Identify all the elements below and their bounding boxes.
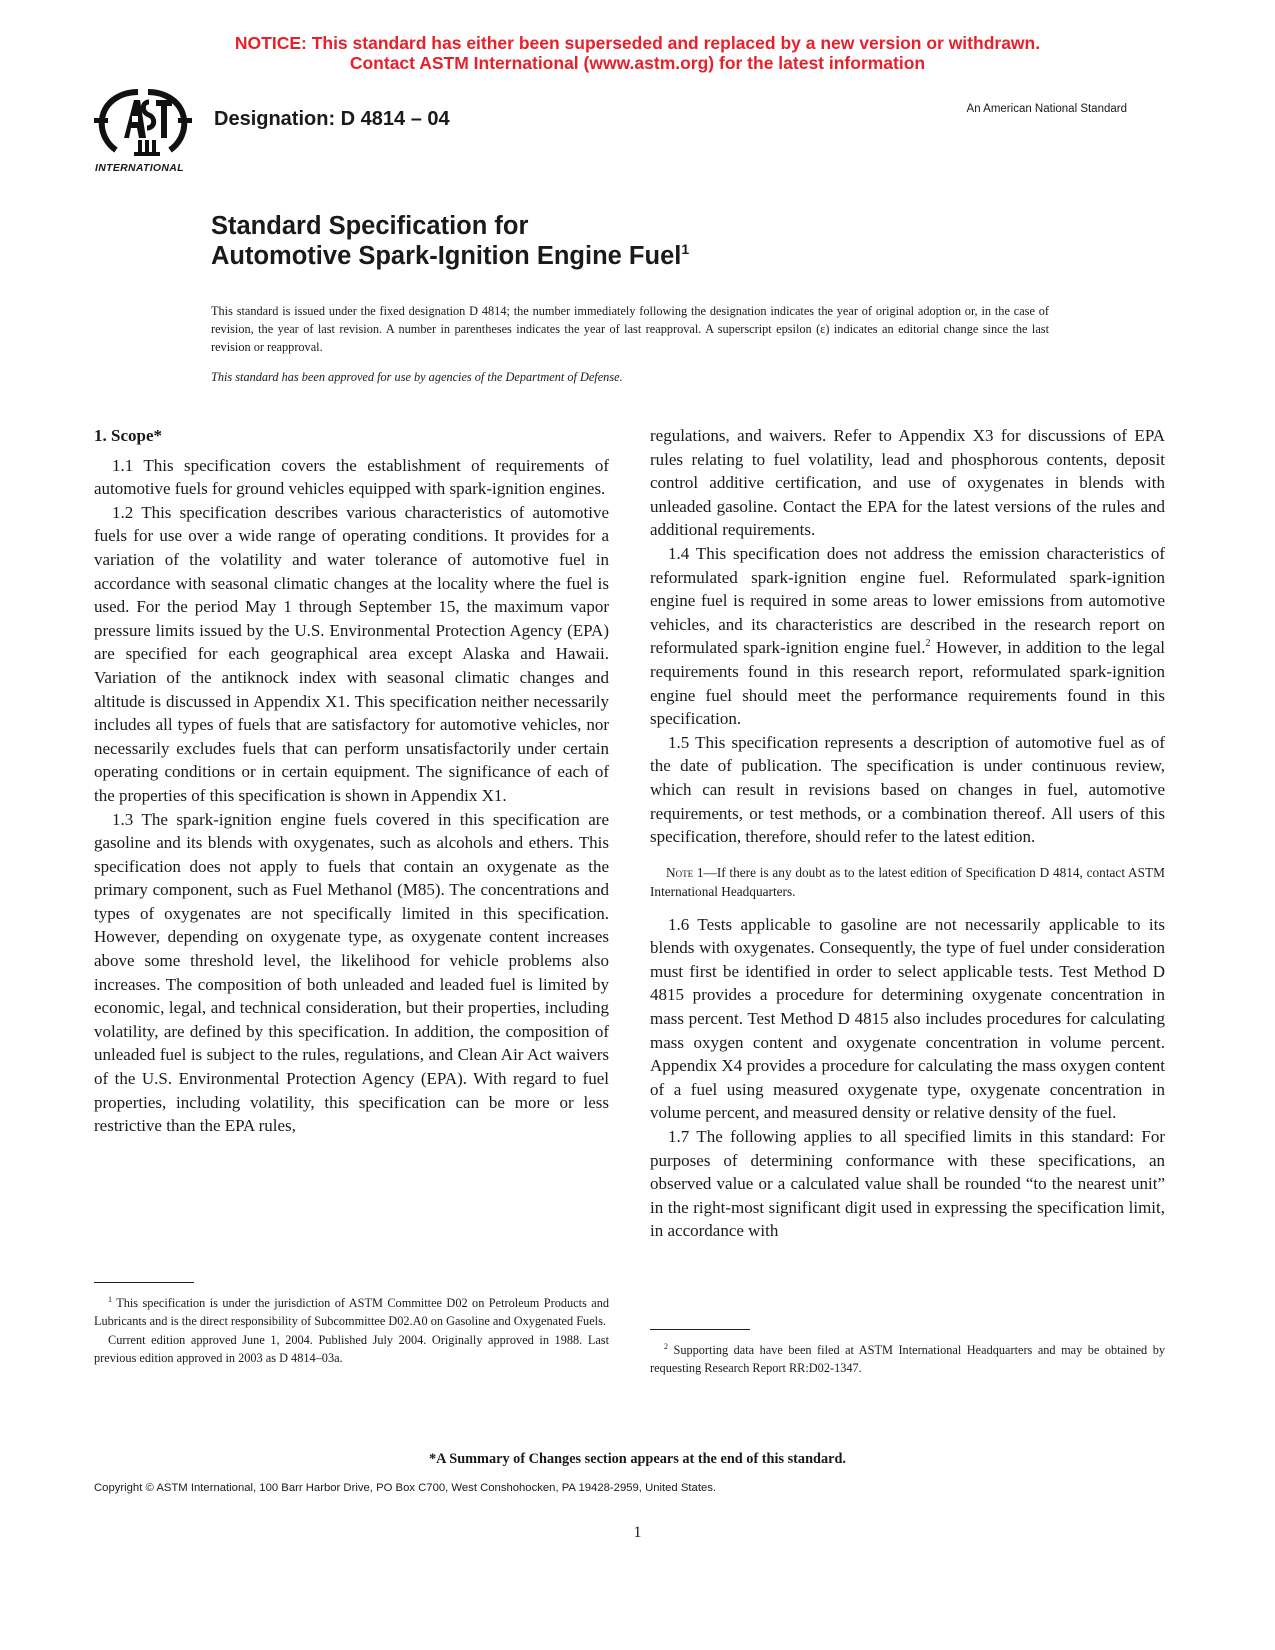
paragraph-1-4-text-b: However, in addition to the legal requirements found in this research report, reformulated spark-ignition engine fuel should meet the performance requirements found in this specification.	[650, 638, 1165, 729]
note-1-label: Note	[666, 864, 694, 880]
paragraph-1-6: 1.6 Tests applicable to gasoline are not necessarily applicable to its blends with oxygenates. Consequently, the type of fuel under consideration must first be identified in order to select applicable tests. Test Method D 4815 provides a procedure for determining oxygenate concentration in mass percent. Test Method D 4815 also includes procedures for calculating mass oxygen content and oxygenate concentration in volume percent. Appendix X4 provides a procedure for calculating the mass oxygen content of a fuel using measured oxygenate type, oxygenate concentration in volume percent, and measured density or relative density of the fuel.	[650, 914, 1165, 1123]
issuance-statement: This standard is issued under the fixed designation D 4814; the number immediately following the designation indicates the year of original adoption or, in the case of revision, the year of last revision. A number in parentheses indicates the year of last reapproval. A superscript epsilon (ε) indicates an editorial change since the last revision or reapproval.	[211, 304, 1049, 354]
footnote-2	[650, 1342, 1165, 1377]
astm-logo-mark-icon	[94, 88, 192, 164]
paragraph-1-3-continued: regulations, and waivers. Refer to Appendix X3 for discussions of EPA rules relating to fuel volatility, lead and phosphorous contents, deposit control additive certification, and use of oxygenates in blends with unleaded gasoline. Contact the EPA for the latest versions of the rules and additional requirements.	[650, 426, 1165, 540]
withdrawal-notice	[0, 33, 1275, 73]
footnote-1-edition: Current edition approved June 1, 2004. Published July 2004. Originally approved in 1988. Last previous edition approved in 2003 as D 4814–03a.	[94, 1333, 609, 1365]
footnote-2-text: Supporting data have been filed at ASTM International Headquarters and may be obtained by requesting Research Report RR:D02-1347.	[650, 1343, 1165, 1375]
paragraph-1-3: 1.3 The spark-ignition engine fuels covered in this specification are gasoline and its blends with oxygenates, such as alcohols and ethers. This specification does not apply to fuels that contain an oxygenate as the primary component, such as Fuel Methanol (M85). The concentrations and types of oxygenates are not specifically limited in this specification. However, depending on oxygenate type, as oxygenate content increases above some threshold level, the likelihood for vehicle problems also increases. The composition of both unleaded and leaded fuel is limited by economic, legal, and technical consideration, but their properties, including volatility, are defined by this specification. In addition, the composition of unleaded fuel is subject to the rules, regulations, and Clean Air Act waivers of the U.S. Environmental Protection Agency (EPA). With regard to fuel properties, including volatility, this specification can be more or less restrictive than the EPA rules,	[94, 809, 609, 1136]
footnote-1-marker: 1	[108, 1295, 112, 1304]
title-line-2	[211, 241, 689, 271]
dod-approval-statement: This standard has been approved for use by agencies of the Department of Defense.	[211, 370, 623, 384]
paragraph-1-4-text-a: 1.4 This specification does not address the emission characteristics of reformulated spark-ignition engine fuel. Reformulated spark-ignition engine fuel is required in some areas to lower emissions from automotive vehicles, and its characteristics are described in the research report on reformulated spark-ignition engine fuel.	[650, 543, 1165, 658]
designation: Designation: D 4814 – 04	[214, 108, 450, 130]
national-standard-label: An American National Standard	[966, 103, 1127, 115]
footnotes-left	[94, 1295, 609, 1369]
footnotes-right	[650, 1342, 1165, 1379]
copyright-line: Copyright © ASTM International, 100 Barr Harbor Drive, PO Box C700, West Conshohocken, PA 19428-2959, United States.	[94, 1482, 717, 1494]
note-1-text: 1—If there is any doubt as to the latest edition of Specification D 4814, contact ASTM International Headquarters.	[650, 864, 1165, 899]
footnote-1-text: This specification is under the jurisdiction of ASTM Committee D02 on Petroleum Products and Lubricants and is the direct responsibility of Subcommittee D02.A0 on Gasoline and Oxygenated Fuels.	[94, 1296, 609, 1328]
left-column	[94, 424, 609, 1138]
paragraph-1-1: 1.1 This specification covers the establishment of requirements of automotive fuels for ground vehicles equipped with spark-ignition engines.	[94, 455, 609, 499]
summary-of-changes-note: *A Summary of Changes section appears at the end of this standard.	[428, 1451, 847, 1467]
footnote-1	[94, 1295, 609, 1330]
paragraph-1-4	[650, 542, 1165, 731]
note-1	[650, 863, 1165, 901]
title-line-2-text: Automotive Spark-Ignition Engine Fuel	[211, 242, 682, 270]
page-number: 1	[633, 1524, 642, 1541]
footnote-divider-right	[650, 1329, 750, 1330]
footnote-divider-left	[94, 1282, 194, 1283]
notice-line-1: NOTICE: This standard has either been superseded and replaced by a new version or withdrawn.	[234, 33, 1041, 53]
document-title	[211, 211, 689, 271]
paragraph-1-7: 1.7 The following applies to all specified limits in this standard: For purposes of determining conformance with these specifications, an observed value or a calculated value shall be rounded “to the nearest unit” in the right-most significant digit used in expressing the specification limit, in accordance with	[650, 1127, 1165, 1241]
right-column	[650, 424, 1165, 1243]
title-line-1: Standard Specification for	[211, 212, 529, 240]
section-heading-scope: 1. Scope*	[94, 426, 162, 445]
title-footnote-ref: 1	[681, 241, 690, 257]
paragraph-1-2: 1.2 This specification describes various characteristics of automotive fuels for use over a wide range of operating conditions. It provides for a variation of the volatility and water tolerance of automotive fuel in accordance with seasonal climatic changes at the locality where the fuel is used. For the period May 1 through September 15, the maximum vapor pressure limits issued by the U.S. Environmental Protection Agency (EPA) are specified for each geographical area except Alaska and Hawaii. Variation of the antiknock index with seasonal climatic changes and altitude is discussed in Appendix X1. This specification neither necessarily includes all types of fuels that are satisfactory for automotive vehicles, nor necessarily excludes fuels that can perform unsatisfactorily under certain operating conditions or in certain equipment. The significance of each of the properties of this specification is shown in Appendix X1.	[94, 502, 609, 805]
footnote-2-marker: 2	[664, 1342, 668, 1351]
logo-international-text: INTERNATIONAL	[95, 162, 184, 174]
footnote-ref-2: 2	[925, 638, 931, 650]
notice-line-2: Contact ASTM International (www.astm.org) for the latest information	[349, 53, 926, 73]
paragraph-1-5: 1.5 This specification represents a description of automotive fuel as of the date of publication. The specification is under continuous review, which can result in revisions based on changes in fuel, automotive requirements, or test methods, or a combination thereof. All users of this specification, therefore, should refer to the latest edition.	[650, 732, 1165, 847]
